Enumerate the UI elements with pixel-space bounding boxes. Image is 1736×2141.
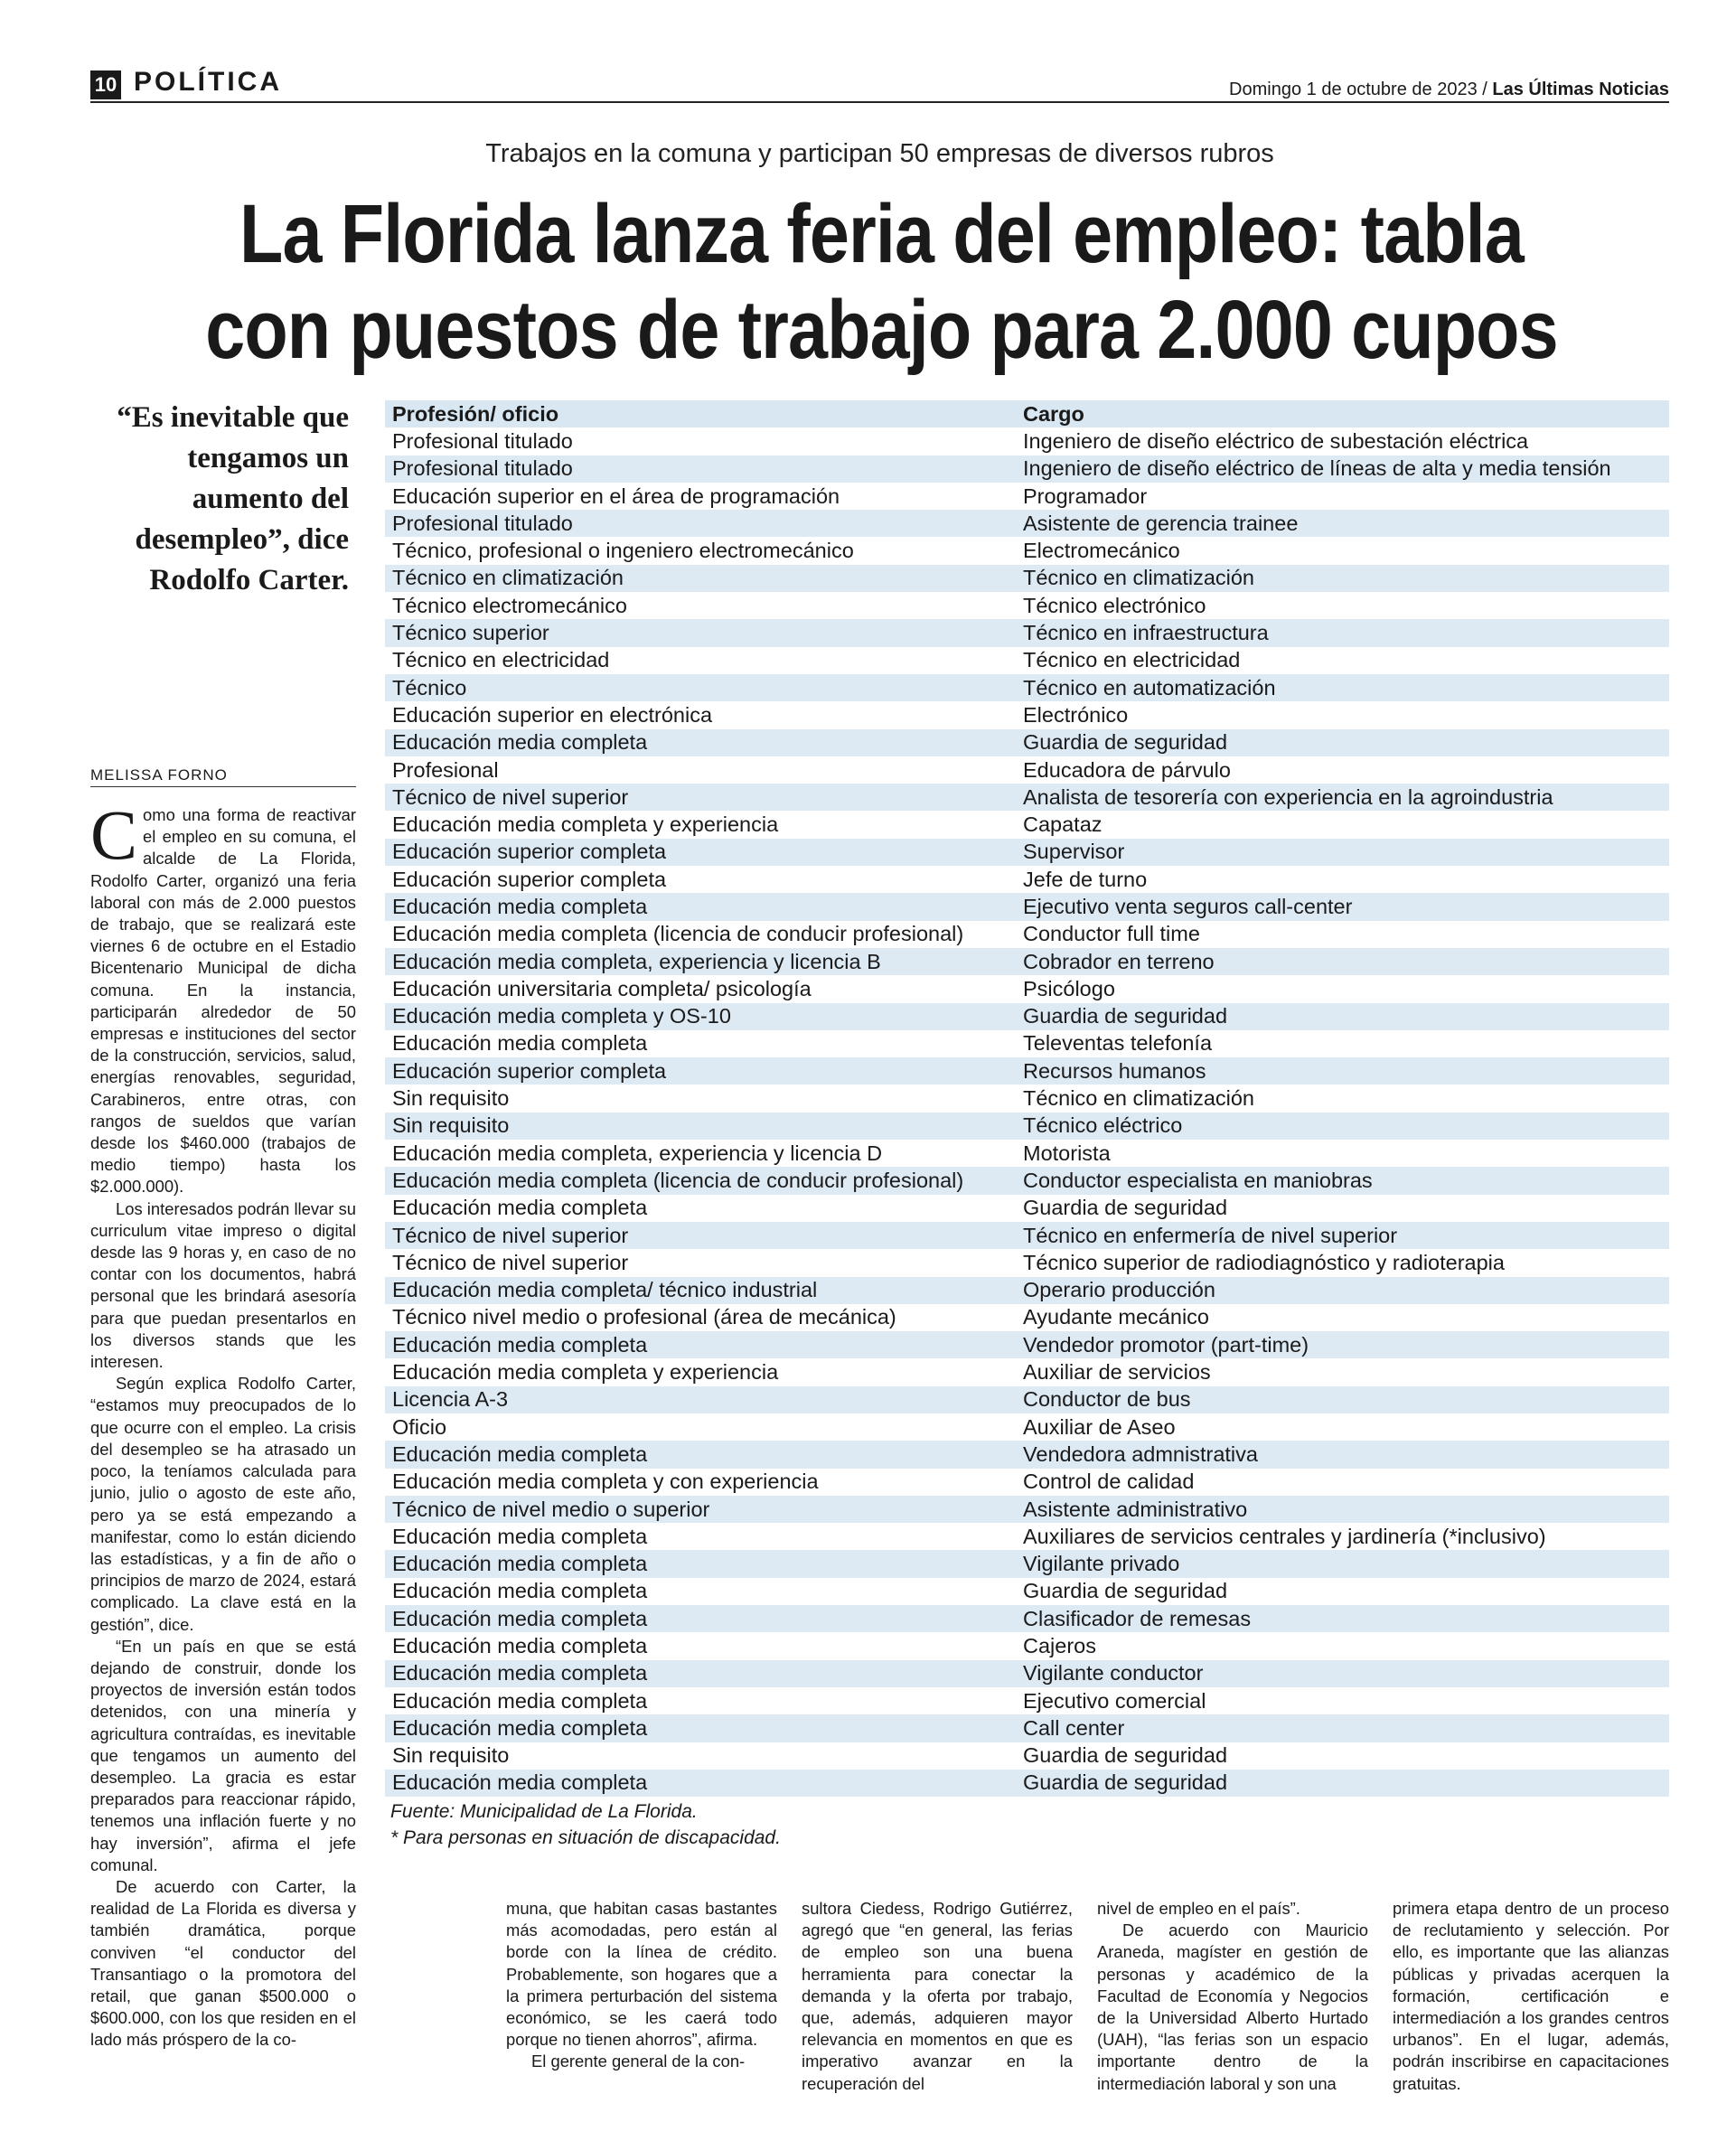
cell-profession: Educación media completa	[392, 1524, 648, 1548]
cell-position: Vigilante privado	[1016, 1550, 1669, 1577]
cell-profession: Educación media completa	[392, 1031, 648, 1056]
paragraph: Según explica Rodolfo Carter, “estamos muy preocupados de lo que ocurre con el empleo. La crisis del desempleo se ha atrasado un poco, la teníamos calculada para junio, julio o agosto de este año, pero ya se está empezando a manifestar, como lo están diciendo las estadísticas, y a fin de año o principios de marzo de 2024, estará complicado. La clave está en la gestión”, dice.	[90, 1374, 356, 1634]
cell-profession: Técnico nivel medio o profesional (área de mecánica)	[392, 1305, 896, 1329]
paragraph	[90, 804, 356, 1198]
cell-position: Auxiliar de servicios	[1023, 1360, 1211, 1385]
cell-position: Auxiliar de Aseo	[1023, 1414, 1176, 1439]
table-row	[385, 729, 1669, 756]
cell-position: Técnico en automatización	[1016, 674, 1669, 701]
table-row	[385, 756, 1669, 784]
table-row	[385, 1496, 1669, 1523]
cell-profession: Educación universitaria completa/ psicología	[392, 976, 812, 1000]
table-row	[385, 1413, 1669, 1441]
cell-profession: Educación superior completa	[385, 1057, 1016, 1085]
table-row	[385, 1469, 1669, 1496]
cell-profession: Educación superior completa	[392, 867, 667, 891]
cell-position: Supervisor	[1016, 839, 1669, 866]
cell-position: Capataz	[1023, 812, 1103, 837]
table-row	[385, 948, 1669, 975]
table-row	[385, 647, 1669, 674]
table-row	[385, 1277, 1669, 1304]
table-row	[385, 1714, 1669, 1742]
cell-position: Guardia de seguridad	[1016, 729, 1669, 756]
cell-position: Vendedora admnistrativa	[1016, 1441, 1669, 1468]
pull-quote: “Es inevitable que tengamos un aumento del desempleo”, dice Rodolfo Carter.	[117, 401, 349, 596]
cell-position: Educadora de párvulo	[1023, 757, 1231, 782]
cell-profession: Técnico en climatización	[385, 565, 1016, 592]
publication-name: Las Últimas Noticias	[1492, 80, 1669, 99]
cell-profession: Educación media completa	[392, 1634, 648, 1657]
cell-profession: Educación media completa	[385, 729, 1016, 756]
cell-profession: Educación media completa, experiencia y licencia B	[385, 948, 1016, 975]
table-header-row	[385, 400, 1669, 427]
paragraph: muna, que habitan casas bastantes más acomodadas, pero están al borde con la línea de crédito. Probablemente, son hogares que a la primera perturbación del sistema económico, se les caerá todo porque no tienen ahorros”, afirma.	[506, 1899, 777, 2050]
cell-profession: Técnico de nivel superior	[385, 1222, 1016, 1249]
cell-profession: Educación media completa	[385, 1550, 1016, 1577]
cell-profession: Educación media completa	[385, 1714, 1016, 1742]
cell-position: Asistente de gerencia trainee	[1016, 510, 1669, 537]
table-footnote: * Para personas en situación de discapacidad.	[390, 1827, 781, 1848]
cell-profession: Técnico electromecánico	[392, 593, 627, 617]
paragraph: De acuerdo con Mauricio Araneda, magíster en gestión de personas y académico de la Facultad de Economía y Negocios de la Universidad Alberto Hurtado (UAH), “las ferias son un espacio importante dentro de la intermediación laboral y son una	[1097, 1920, 1368, 2093]
cell-profession: Técnico de nivel superior	[385, 784, 1016, 811]
issue-date-line	[1229, 80, 1669, 100]
cell-position: Conductor full time	[1023, 922, 1200, 946]
cell-profession: Educación superior completa	[385, 839, 1016, 866]
cell-position: Técnico superior de radiodiagnóstico y radioterapia	[1023, 1250, 1505, 1274]
cell-position: Asistente administrativo	[1016, 1496, 1669, 1523]
cell-profession: Educación media completa, experiencia y licencia D	[392, 1141, 883, 1165]
paragraph: Los interesados podrán llevar su curriculum vitae impreso o digital desde las 9 horas y, en caso de no contar con los documentos, habrá personal que les brindará asesoría para que puedan presentarlos en los diversos stands que les interesen.	[90, 1198, 356, 1372]
table-row	[385, 619, 1669, 646]
table-row	[385, 1687, 1669, 1714]
cell-position: Vigilante conductor	[1016, 1660, 1669, 1687]
table-row	[385, 1003, 1669, 1030]
cell-profession: Educación superior en el área de programación	[392, 484, 840, 508]
cell-position: Guardia de seguridad	[1016, 1770, 1669, 1797]
paragraph-text: omo una forma de reactivar el empleo en su comuna, el alcalde de La Florida, Rodolfo Carter, organizó una feria laboral con más de 2.000 puestos de trabajo, que se realizará este viernes 6 de octubre en el Estadio Bicentenario Municipal de dicha comuna. En la instancia, participarán alrededor de 50 empresas e instituciones del sector de la construcción, servicios, salud, energías renovables, seguridad, Carabineros, entre otras, con rangos de sueldos que varían desde los $460.000 (trabajos de medio tiempo) hasta los $2.000.000).	[90, 805, 356, 1197]
table-row	[385, 866, 1669, 893]
cell-profession: Profesional titulado	[392, 428, 573, 453]
table-row	[385, 1660, 1669, 1687]
table-row	[385, 1167, 1669, 1194]
article-headline: La Florida lanza feria del empleo: tabla con puestos de trabajo para 2.000 cupos	[205, 188, 1558, 376]
article-kicker: Trabajos en la comuna y participan 50 empresas de diversos rubros	[485, 139, 1274, 168]
cell-profession: Educación media completa y OS-10	[385, 1003, 1016, 1030]
table-row	[385, 784, 1669, 811]
cell-profession: Educación media completa/ técnico industrial	[385, 1277, 1016, 1304]
cell-profession: Educación media completa	[392, 1579, 648, 1603]
cell-profession: Educación media completa y experiencia	[392, 812, 779, 837]
table-body	[385, 427, 1669, 1797]
table-row	[385, 1195, 1669, 1222]
table-row	[385, 455, 1669, 483]
cell-profession: Educación media completa	[385, 1660, 1016, 1687]
table-row	[385, 811, 1669, 838]
cell-profession: Educación media completa y con experiencia	[392, 1470, 819, 1494]
cell-position: Recursos humanos	[1016, 1057, 1669, 1085]
cell-position: Electromecánico	[1023, 539, 1180, 563]
column-header-profession: Profesión/ oficio	[385, 400, 1016, 427]
cell-profession: Técnico superior	[385, 619, 1016, 646]
paragraph: sultora Ciedess, Rodrigo Gutiérrez, agregó que “en general, las ferias de empleo son una buena herramienta para conectar la demanda y la oferta por trabajo, que, además, adquieren mayor relevancia en momentos en que es imperativo avanzar en la recuperación del	[802, 1899, 1073, 2093]
cell-position: Jefe de turno	[1023, 867, 1148, 891]
article-column-2	[506, 1898, 777, 2135]
table-row	[385, 1249, 1669, 1276]
article-column-left	[90, 804, 356, 2133]
table-row	[385, 1441, 1669, 1468]
cell-position: Técnico eléctrico	[1016, 1113, 1669, 1140]
cell-profession: Sin requisito	[392, 1086, 510, 1111]
table-row	[385, 1605, 1669, 1632]
paragraph: “En un país en que se está dejando de construir, donde los proyectos de inversión están todos detenidos, con una minería y agricultura contraídas, es inevitable que tengamos un aumento del desempleo. La gracia es estar preparados para reaccionar rápido, tenemos una inflación fuerte y no hay inversión”, afirma el jefe comunal.	[90, 1636, 356, 1874]
table-row	[385, 510, 1669, 537]
header-divider	[90, 101, 1669, 103]
table-row	[385, 921, 1669, 948]
table-row	[385, 674, 1669, 701]
cell-profession: Técnico de nivel medio o superior	[385, 1496, 1016, 1523]
byline-divider	[90, 786, 356, 787]
table-row	[385, 1742, 1669, 1770]
table-row	[385, 1057, 1669, 1085]
cell-position: Guardia de seguridad	[1023, 1743, 1228, 1768]
cell-profession: Educación media completa (licencia de conducir profesional)	[385, 1167, 1016, 1194]
cell-position: Ingeniero de diseño eléctrico de líneas de alta y media tensión	[1016, 455, 1669, 483]
table-source: Fuente: Municipalidad de La Florida.	[390, 1801, 698, 1822]
date-separator: /	[1482, 80, 1487, 99]
cell-position: Conductor de bus	[1016, 1386, 1669, 1413]
table-row	[385, 427, 1669, 455]
cell-position: Técnico en climatización	[1016, 565, 1669, 592]
table-row	[385, 975, 1669, 1002]
cell-position: Electrónico	[1023, 702, 1129, 727]
cell-position: Técnico en infraestructura	[1016, 619, 1669, 646]
cell-position: Técnico electrónico	[1023, 593, 1206, 617]
cell-position: Televentas telefonía	[1023, 1031, 1213, 1056]
cell-position: Cobrador en terreno	[1016, 948, 1669, 975]
cell-position: Programador	[1023, 484, 1148, 508]
cell-profession: Técnico	[385, 674, 1016, 701]
paragraph: De acuerdo con Carter, la realidad de La Florida es diversa y también dramática, porque conviven “el conductor del Transantiago o la promotora del retail, que ganan $500.000 o $600.000, con los que residen en el lado más próspero de la co-	[90, 1876, 356, 2050]
paragraph: nivel de empleo en el país”.	[1097, 1899, 1300, 1918]
table-row	[385, 1304, 1669, 1331]
cell-position: Conductor especialista en maniobras	[1016, 1167, 1669, 1194]
cell-profession: Educación media completa y experiencia	[392, 1360, 779, 1385]
table-row	[385, 701, 1669, 728]
issue-date: Domingo 1 de octubre de 2023	[1229, 80, 1478, 99]
table-row	[385, 1632, 1669, 1659]
table-row	[385, 1578, 1669, 1605]
page-number: 10	[90, 70, 121, 99]
cell-position: Guardia de seguridad	[1023, 1579, 1228, 1603]
cell-position: Analista de tesorería con experiencia en la agroindustria	[1016, 784, 1669, 811]
cell-profession: Educación media completa	[385, 1605, 1016, 1632]
cell-profession: Sin requisito	[392, 1743, 510, 1768]
table-row	[385, 483, 1669, 510]
cell-position: Ejecutivo venta seguros call-center	[1016, 893, 1669, 920]
article-column-5	[1393, 1898, 1669, 2135]
cell-profession: Oficio	[392, 1414, 447, 1439]
cell-position: Call center	[1016, 1714, 1669, 1742]
cell-position: Guardia de seguridad	[1016, 1003, 1669, 1030]
cell-profession: Técnico de nivel superior	[392, 1250, 629, 1274]
cell-profession: Profesional titulado	[385, 510, 1016, 537]
jobs-table	[385, 400, 1669, 1797]
section-title: POLÍTICA	[134, 67, 282, 97]
cell-position: Cajeros	[1023, 1634, 1096, 1657]
paragraph: El gerente general de la con-	[531, 2052, 746, 2071]
table-row	[385, 839, 1669, 866]
drop-cap: C	[90, 804, 138, 874]
table-row	[385, 1523, 1669, 1550]
cell-position: Ingeniero de diseño eléctrico de subestación eléctrica	[1023, 428, 1529, 453]
cell-position: Operario producción	[1016, 1277, 1669, 1304]
paragraph: primera etapa dentro de un proceso de reclutamiento y selección. Por ello, es importante que las alianzas públicas y privadas acerquen la formación, certificación e intermediación a los grandes centros urbanos”. En el lugar, además, podrán inscribirse en capacitaciones gratuitas.	[1393, 1899, 1669, 2093]
cell-profession: Técnico en electricidad	[392, 648, 610, 672]
cell-position: Técnico en climatización	[1023, 1086, 1254, 1111]
cell-position: Técnico en electricidad	[1023, 648, 1241, 672]
table-row	[385, 1113, 1669, 1140]
cell-position: Guardia de seguridad	[1023, 1196, 1228, 1220]
table-row	[385, 1140, 1669, 1167]
cell-position: Control de calidad	[1023, 1470, 1195, 1494]
table-row	[385, 1030, 1669, 1057]
table-row	[385, 1550, 1669, 1577]
table-row	[385, 565, 1669, 592]
cell-position: Vendedor promotor (part-time)	[1016, 1331, 1669, 1358]
cell-position: Ejecutivo comercial	[1023, 1688, 1206, 1713]
cell-profession: Educación media completa	[385, 893, 1016, 920]
cell-position: Auxiliares de servicios centrales y jardinería (*inclusivo)	[1023, 1524, 1546, 1548]
table-row	[385, 1358, 1669, 1385]
cell-profession: Educación media completa	[385, 1441, 1016, 1468]
cell-profession: Profesional	[392, 757, 499, 782]
cell-profession: Educación media completa	[385, 1770, 1016, 1797]
table-row	[385, 893, 1669, 920]
cell-profession: Educación media completa	[392, 1688, 648, 1713]
table-row	[385, 592, 1669, 619]
cell-profession: Educación media completa	[385, 1331, 1016, 1358]
cell-profession: Licencia A-3	[385, 1386, 1016, 1413]
table-row	[385, 1386, 1669, 1413]
article-column-3	[802, 1898, 1073, 2135]
table-row	[385, 1331, 1669, 1358]
cell-profession: Educación media completa	[392, 1196, 648, 1220]
table-row	[385, 1222, 1669, 1249]
cell-position: Motorista	[1023, 1141, 1111, 1165]
cell-profession: Sin requisito	[385, 1113, 1016, 1140]
article-column-4	[1097, 1898, 1368, 2135]
cell-position: Clasificador de remesas	[1016, 1605, 1669, 1632]
cell-position: Técnico en enfermería de nivel superior	[1016, 1222, 1669, 1249]
table-row	[385, 537, 1669, 564]
table-notes	[390, 1798, 781, 1851]
column-header-position: Cargo	[1016, 400, 1669, 427]
cell-position: Psicólogo	[1023, 976, 1115, 1000]
cell-profession: Educación superior en electrónica	[392, 702, 713, 727]
table-row	[385, 1770, 1669, 1797]
cell-profession: Educación media completa (licencia de conducir profesional)	[392, 922, 964, 946]
byline: MELISSA FORNO	[90, 766, 228, 784]
cell-profession: Profesional titulado	[385, 455, 1016, 483]
cell-profession: Técnico, profesional o ingeniero electromecánico	[392, 539, 854, 563]
cell-position: Ayudante mecánico	[1023, 1305, 1209, 1329]
table-row	[385, 1085, 1669, 1112]
